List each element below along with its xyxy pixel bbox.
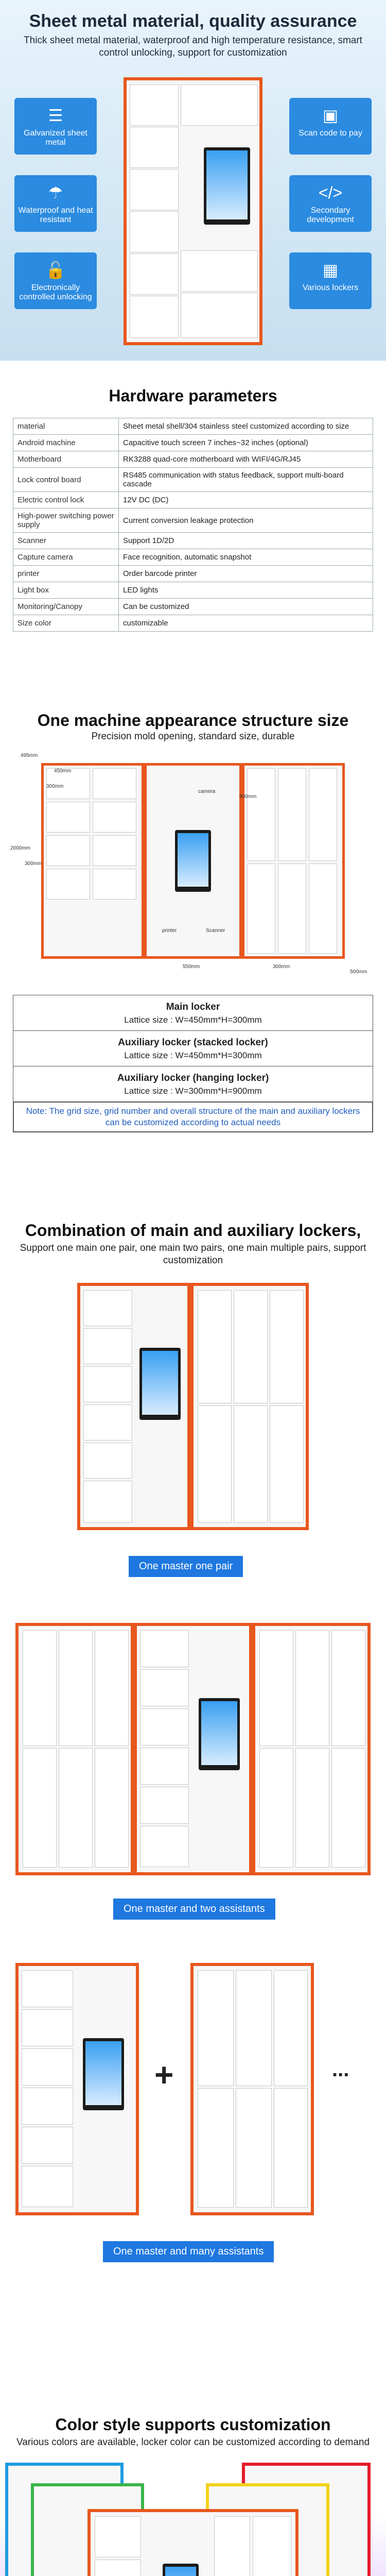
locker-door: [278, 863, 306, 954]
locker-door: [214, 2516, 250, 2576]
waterproof-icon: ☂: [48, 183, 63, 202]
scan-code-icon: ▣: [322, 106, 339, 125]
structure-diagram: [0, 753, 386, 985]
feature-galvanized: ☰ Galvanized sheet metal: [14, 98, 97, 155]
locker-door: [22, 1970, 73, 2007]
locker-door: [83, 1404, 132, 1440]
locker-door: [295, 1748, 329, 1868]
locker-door: [22, 2088, 73, 2125]
feature-waterproof: ☂ Waterproof and heat resistant: [14, 175, 97, 232]
locker-door: [95, 1748, 129, 1868]
table-row: material Sheet metal shell/304 stainless steel customized according to size: [13, 418, 373, 435]
locker-door: [46, 802, 90, 833]
locker-door: [309, 863, 337, 954]
layers-icon: ☰: [48, 106, 63, 125]
table-row: Monitoring/Canopy Can be customized: [13, 599, 373, 615]
locker-door: [83, 1443, 132, 1479]
one-master-one-pair-button[interactable]: One master one pair: [129, 1556, 243, 1577]
dim-w2: 550mm: [183, 964, 200, 970]
label-printer: printer: [162, 928, 177, 934]
locker-door: [93, 768, 136, 799]
aux-stacked-size: Lattice size : W=450mm*H=300mm: [124, 1050, 262, 1060]
structure-section: [0, 696, 386, 1211]
hero-locker-illustration: [124, 77, 262, 345]
hardware-title: Hardware parameters: [109, 386, 277, 405]
locker-door: [130, 296, 179, 338]
locker-door: [59, 1748, 93, 1868]
color-title: Color style supports customization: [55, 2415, 331, 2434]
combo2-aux-left: [15, 1623, 134, 1875]
combo1-main-locker: [77, 1283, 190, 1530]
more-dots: ...: [332, 2058, 349, 2081]
color-subtitle: Various colors are available, locker color can be customized according to demand: [16, 2437, 370, 2448]
dim-w1: 450mm: [54, 768, 72, 774]
locker-door: [83, 1366, 132, 1402]
locker-door: [270, 1405, 304, 1523]
locker-door: [181, 293, 258, 338]
hardware-table: [13, 418, 373, 632]
locker-door: [236, 2088, 272, 2208]
combination-title: Combination of main and auxiliary lockers,: [25, 1221, 361, 1240]
locker-door: [46, 835, 90, 866]
locker-door: [130, 253, 179, 295]
locker-door: [198, 1290, 232, 1403]
locker-door: [234, 1405, 268, 1523]
locker-door: [198, 1405, 232, 1523]
locker-door: [83, 1481, 132, 1523]
table-row: Electric control lock 12V DC (DC): [13, 492, 373, 509]
aux-hanging-title: Auxiliary locker (hanging locker): [117, 1073, 269, 1083]
grid-icon: ▦: [322, 261, 339, 279]
locker-door: [95, 2516, 141, 2557]
locker-door: [22, 2166, 73, 2207]
hardware-section: [0, 361, 386, 696]
feature-lockers: ▦ Various lockers: [289, 252, 372, 309]
locker-door: [140, 1630, 189, 1667]
code-icon: </>: [318, 183, 343, 202]
locker-door: [309, 768, 337, 861]
locker-door: [140, 1748, 189, 1785]
table-row: Lock control board RS485 communication with status feedback, support multi-board cascade: [13, 468, 373, 492]
locker-door: [247, 863, 275, 954]
main-locker-size: Lattice size : W=450mm*H=300mm: [124, 1015, 262, 1025]
main-locker-title: Main locker: [166, 1002, 220, 1012]
locker-door: [140, 1669, 189, 1706]
locker-door: [198, 1970, 234, 2086]
hero-section: [0, 0, 386, 361]
locker-door: [234, 1290, 268, 1403]
dim-h3: 900mm: [239, 794, 257, 800]
dim-h2: 300mm: [25, 861, 42, 867]
locker-door: [130, 211, 179, 252]
structure-subtitle: Precision mold opening, standard size, durable: [91, 731, 295, 742]
locker-door: [181, 84, 258, 126]
label-scanner: Scanner: [206, 928, 225, 934]
one-master-many-assistants-button[interactable]: One master and many assistants: [103, 2241, 274, 2262]
combo3-aux: [190, 1963, 314, 2215]
locker-door: [140, 1708, 189, 1745]
table-row: Motherboard RK3288 quad-core motherboard with WIFI/4G/RJ45: [13, 451, 373, 468]
locker-door: [83, 1290, 132, 1326]
locker-door: [140, 1787, 189, 1824]
combo2-aux-right: [252, 1623, 371, 1875]
aux-hanging-size: Lattice size : W=300mm*H=900mm: [124, 1086, 262, 1096]
locker-door: [93, 869, 136, 900]
locker-door: [331, 1748, 365, 1868]
locker-door: [46, 869, 90, 900]
locker-door: [93, 835, 136, 866]
color-section: [0, 2406, 386, 2576]
locker-door: [93, 802, 136, 833]
combination-section: [0, 1211, 386, 2406]
locker-door: [59, 1630, 93, 1746]
table-row: Size color customizable: [13, 615, 373, 632]
feature-scan: ▣ Scan code to pay: [289, 98, 372, 155]
dim-depth: 500mm: [350, 969, 367, 975]
table-row: Scanner Support 1D/2D: [13, 533, 373, 549]
table-row: Light box LED lights: [13, 582, 373, 599]
locker-door: [278, 768, 306, 861]
feature-secondary-dev: </> Secondary development: [289, 175, 372, 232]
locker-orange: [87, 2509, 299, 2576]
label-camera: camera: [198, 789, 216, 794]
locker-door: [274, 2088, 308, 2208]
hero-title: Sheet metal material, quality assurance: [29, 11, 357, 31]
combo3-main: [15, 1963, 139, 2215]
table-row: Android machine Capacitive touch screen 7 inches~32 inches (optional): [13, 435, 373, 451]
structure-title: One machine appearance structure size: [37, 711, 349, 730]
locker-door: [23, 1630, 57, 1746]
locker-door: [22, 2009, 73, 2046]
feature-unlock: 🔓 Electronically controlled unlocking: [14, 252, 97, 309]
unlock-icon: 🔓: [45, 261, 66, 279]
locker-door: [130, 169, 179, 210]
locker-door: [274, 1970, 308, 2086]
locker-door: [181, 250, 258, 292]
dim-top: 495mm: [21, 753, 38, 758]
locker-door: [83, 1328, 132, 1364]
locker-door: [22, 2127, 73, 2164]
locker-door: [130, 84, 179, 126]
locker-door: [259, 1748, 293, 1868]
one-master-two-assistants-button[interactable]: One master and two assistants: [113, 1899, 275, 1920]
table-row: Capture camera Face recognition, automatic snapshot: [13, 549, 373, 566]
aux-stacked-title: Auxiliary locker (stacked locker): [118, 1037, 268, 1048]
dim-h1: 300mm: [46, 784, 64, 789]
locker-door: [331, 1630, 365, 1746]
lattice-size-box: [13, 995, 373, 1132]
hero-screen: [204, 147, 250, 225]
locker-door: [95, 1630, 129, 1746]
locker-door: [259, 1630, 293, 1746]
hero-subtitle: Thick sheet metal material, waterproof and high temperature resistance, smart control unlocking, support for customization: [24, 35, 362, 58]
locker-door: [295, 1630, 329, 1746]
customization-note: Note: The grid size, grid number and overall structure of the main and auxiliary lockers can be customized according to actual needs: [13, 1102, 373, 1132]
locker-door: [198, 2088, 234, 2208]
locker-door: [253, 2516, 291, 2576]
combo2-main: [134, 1623, 252, 1875]
plus-sign: +: [154, 2056, 174, 2093]
table-row: printer Order barcode printer: [13, 566, 373, 582]
table-row: High-power switching power supply Current conversion leakage protection: [13, 509, 373, 533]
locker-door: [270, 1290, 304, 1403]
dim-w3: 300mm: [273, 964, 290, 970]
locker-door: [130, 127, 179, 168]
locker-door: [247, 768, 275, 861]
locker-door: [236, 1970, 272, 2086]
locker-door: [23, 1748, 57, 1868]
combination-subtitle: Support one main one pair, one main two pairs, one main multiple pairs, support customization: [20, 1243, 366, 1266]
combo1-aux-locker: [190, 1283, 309, 1530]
locker-door: [22, 2048, 73, 2086]
dim-height: 2000mm: [10, 845, 30, 851]
locker-door: [140, 1826, 189, 1867]
locker-door: [95, 2560, 141, 2576]
